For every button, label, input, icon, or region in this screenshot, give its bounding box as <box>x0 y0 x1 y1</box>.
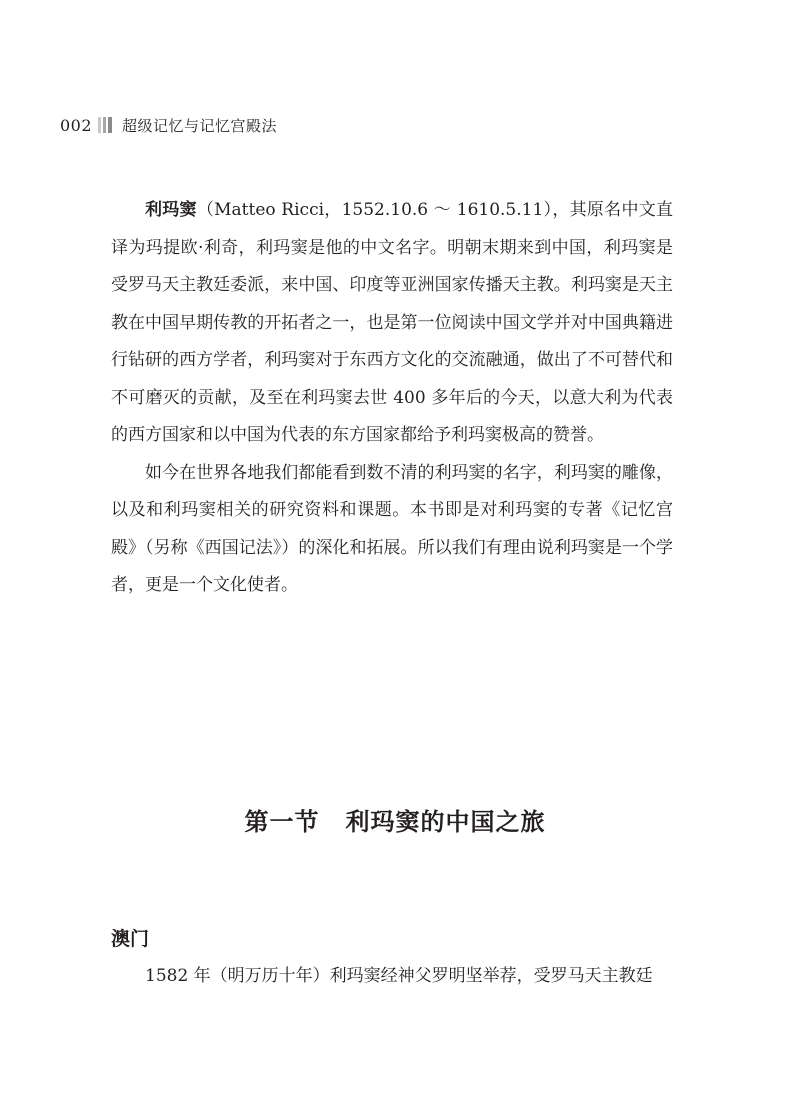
section-name: 利玛窦的中国之旅 <box>345 807 546 836</box>
section-title <box>0 802 790 837</box>
paragraph-1 <box>111 192 673 455</box>
paragraph-1-lead: 利玛窦 <box>145 200 197 220</box>
paragraph-2: 如今在世界各地我们都能看到数不清的利玛窦的名字，利玛窦的雕像，以及和利玛窦相关的研究资料和课题。本书即是对利玛窦的专著《记忆宫殿》（另称《西国记法》）的深化和拓展。所以我们有理由说利玛窦是一个学者，更是一个文化使者。 <box>111 462 673 595</box>
running-head <box>60 114 277 136</box>
book-title: 超级记忆与记忆宫殿法 <box>122 116 278 135</box>
section-number: 第一节 <box>244 807 320 836</box>
page-number: 002 <box>60 115 93 135</box>
subsection-heading: 澳门 <box>111 928 150 950</box>
body-text <box>111 192 673 605</box>
paragraph-1-text: （Matteo Ricci，1552.10.6 ～ 1610.5.11），其原名中文直译为玛提欧·利奇，利玛窦是他的中文名字。明朝末期来到中国，利玛窦是受罗马天主教廷委派，来中国、印度等亚洲国家传播天主教。利玛窦是天主教在中国早期传教的开拓者之一，也是第一位阅读中国文学并对中国典籍进行钻研的西方学者，利玛窦对于东西方文化的交流融通，做出了不可替代和不可磨灭的贡献，及至在利玛窦去世 400 多年后的今天，以意大利为代表的西方国家和以中国为代表的东方国家都给予利玛窦极高的赞誉。 <box>111 200 674 445</box>
header-bars-decoration <box>98 116 114 134</box>
paragraph-3: 1582 年（明万历十年）利玛窦经神父罗明坚举荐，受罗马天主教廷 <box>145 966 653 986</box>
